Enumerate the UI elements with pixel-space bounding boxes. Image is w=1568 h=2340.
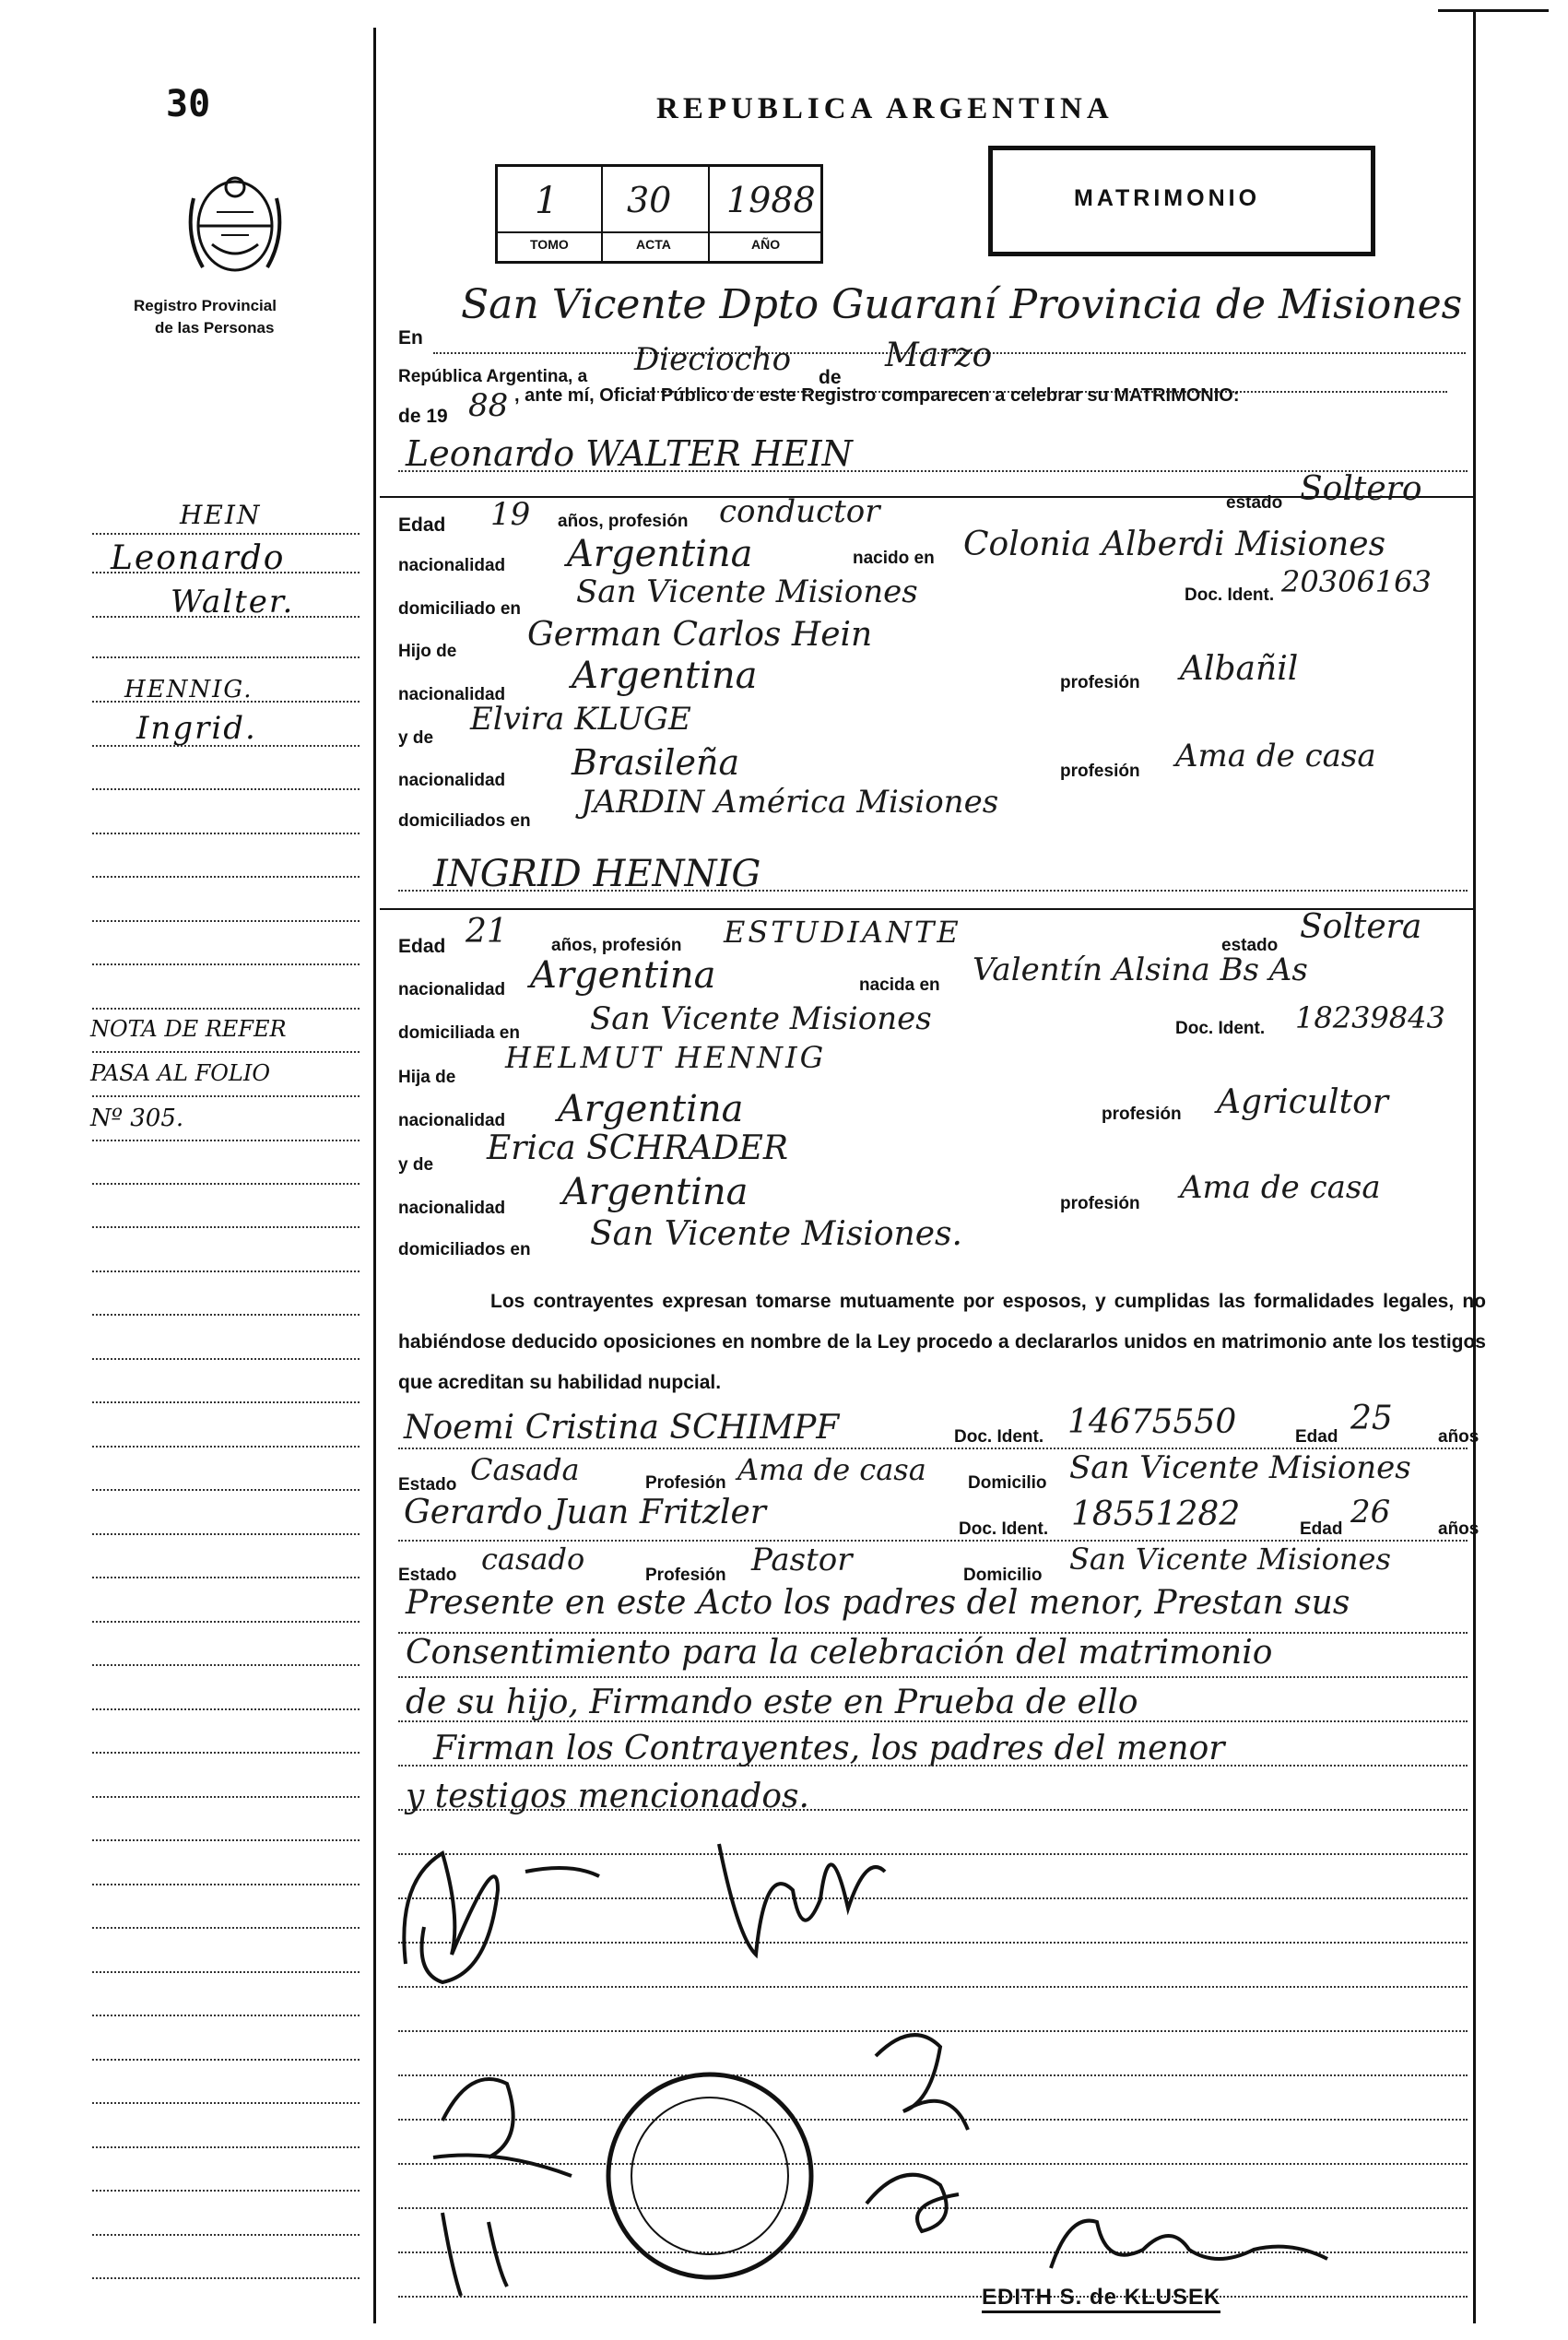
signature-mother <box>442 2213 507 2296</box>
witness2-doc-label: Doc. Ident. <box>959 1519 1049 1539</box>
bride-nationality: Argentina <box>530 954 716 997</box>
signature-father <box>433 2079 572 2176</box>
margin-nota-line2: PASA AL FOLIO <box>90 1060 270 1086</box>
bride-father-nat-label: nacionalidad <box>398 1111 506 1130</box>
groom-estado-label: estado <box>1226 493 1283 513</box>
note-line-2: Consentimiento para la celebración del matrimonio <box>406 1634 1273 1672</box>
witness2-doc: 18551282 <box>1071 1495 1241 1533</box>
groom-father-prof-label: profesión <box>1060 673 1140 692</box>
witness1-estado-label: Estado <box>398 1475 457 1495</box>
bride-domiciliada-label: domiciliada en <box>398 1023 520 1043</box>
witness1-domicile: San Vicente Misiones <box>1069 1449 1411 1486</box>
groom-yde-label: y de <box>398 728 434 748</box>
bride-name: INGRID HENNIG <box>433 853 761 895</box>
groom-hijo-label: Hijo de <box>398 642 457 661</box>
coat-of-arms-icon <box>175 161 295 281</box>
bride-doc-label: Doc. Ident. <box>1175 1019 1266 1038</box>
witness2-name: Gerardo Juan Fritzler <box>404 1494 766 1531</box>
groom-nationality: Argentina <box>567 533 753 575</box>
groom-mother-nat-label: nacionalidad <box>398 771 506 790</box>
bride-mother-nat-label: nacionalidad <box>398 1199 506 1218</box>
witness1-name: Noemi Cristina SCHIMPF <box>404 1409 840 1447</box>
note-line-3: de su hijo, Firmando este en Prueba de ello <box>406 1684 1138 1721</box>
witness1-doc: 14675550 <box>1067 1403 1237 1441</box>
witness1-estado: Casada <box>470 1452 580 1487</box>
groom-domiciliado-label: domiciliado en <box>398 599 522 619</box>
groom-doc: 20306163 <box>1281 564 1432 599</box>
matrimonio-box <box>988 146 1375 256</box>
bride-doc: 18239843 <box>1295 1000 1445 1035</box>
margin-nota-line3: Nº 305. <box>90 1105 184 1132</box>
groom-parents-domicile: JARDIN América Misiones <box>581 784 999 821</box>
bride-father-nat: Argentina <box>558 1088 744 1130</box>
groom-mother-prof-label: profesión <box>1060 762 1140 781</box>
registry-line1: Registro Provincial <box>134 297 277 314</box>
groom-mother-prof: Ama de casa <box>1175 738 1376 774</box>
bride-estado: Soltera <box>1300 908 1422 946</box>
signature-witness1 <box>876 2035 968 2130</box>
signature-groom <box>404 1853 498 1982</box>
witness2-age: 26 <box>1350 1494 1391 1530</box>
ano-label: AÑO <box>751 237 781 252</box>
acta-value: 30 <box>627 180 672 220</box>
bride-estado-label: estado <box>1221 936 1279 955</box>
bride-domiciliados-label: domiciliados en <box>398 1240 531 1259</box>
bride-nacionalidad-label: nacionalidad <box>398 980 506 999</box>
groom-age: 19 <box>490 496 531 533</box>
groom-father: German Carlos Hein <box>527 616 873 654</box>
bride-nacida-label: nacida en <box>859 975 940 995</box>
groom-domiciliados-label: domiciliados en <box>398 811 531 831</box>
matrimonio-title: MATRIMONIO <box>1074 185 1261 211</box>
groom-name: Leonardo WALTER HEIN <box>406 433 853 474</box>
groom-estado: Soltero <box>1300 470 1422 508</box>
note-line-1: Presente en este Acto los padres del menor, Prestan sus <box>406 1584 1350 1622</box>
margin-bride-surname: HENNIG. <box>124 676 253 703</box>
bride-hija-label: Hija de <box>398 1068 456 1087</box>
registry-line2: de las Personas <box>155 319 275 337</box>
record-number-box <box>495 164 823 264</box>
groom-father-nat-label: nacionalidad <box>398 685 506 704</box>
official-seal <box>608 2074 811 2277</box>
groom-birthplace: Colonia Alberdi Misiones <box>963 526 1386 563</box>
witness1-profession: Ama de casa <box>737 1452 926 1487</box>
signature-officer <box>1051 2221 1327 2268</box>
witness2-estado: casado <box>481 1542 585 1577</box>
witness2-edad-label: Edad <box>1300 1519 1343 1539</box>
de-label: de <box>819 367 842 388</box>
witness1-doc-label: Doc. Ident. <box>954 1427 1044 1447</box>
signature-bride <box>719 1844 885 1955</box>
bride-parents-domicile: San Vicente Misiones. <box>590 1215 962 1253</box>
bride-domicile: San Vicente Misiones <box>590 1000 932 1037</box>
groom-edad-label: Edad <box>398 514 446 536</box>
bride-yde-label: y de <box>398 1155 434 1175</box>
witness1-age: 25 <box>1350 1400 1393 1437</box>
groom-mother: Elvira KLUGE <box>470 701 691 738</box>
witness1-anos-label: años <box>1438 1427 1480 1447</box>
witness2-domicilio-label: Domicilio <box>963 1566 1043 1585</box>
day-value: Dieciocho <box>634 341 792 378</box>
bride-age: 21 <box>466 913 508 951</box>
bride-mother: Erica SCHRADER <box>487 1129 789 1167</box>
country-title: REPUBLICA ARGENTINA <box>656 92 1114 125</box>
year-value: 88 <box>468 387 509 424</box>
bride-edad-label: Edad <box>398 936 446 957</box>
officer-stamp: EDITH S. de KLUSEK <box>982 2285 1220 2313</box>
witness2-estado-label: Estado <box>398 1566 457 1585</box>
groom-profession: conductor <box>719 493 880 530</box>
bride-mother-nat: Argentina <box>562 1171 749 1213</box>
bride-birthplace: Valentín Alsina Bs As <box>973 951 1308 988</box>
groom-father-nat: Argentina <box>572 655 758 697</box>
margin-groom-surname: HEIN <box>180 500 262 530</box>
margin-bride-first: Ingrid. <box>136 710 257 747</box>
groom-domicile: San Vicente Misiones <box>576 573 918 610</box>
acta-label: ACTA <box>636 237 671 252</box>
note-line-5: y testigos mencionados. <box>406 1778 809 1815</box>
bride-father-prof: Agricultor <box>1217 1083 1388 1121</box>
margin-groom-second: Walter. <box>171 584 295 620</box>
groom-anos-profesion-label: años, profesión <box>558 512 689 531</box>
bride-anos-profesion-label: años, profesión <box>551 936 682 955</box>
signatures-area <box>387 1789 1475 2305</box>
left-column-border <box>373 28 376 2323</box>
top-margin-line <box>1438 9 1549 12</box>
witness2-domicile: San Vicente Misiones <box>1069 1542 1391 1577</box>
witness1-edad-label: Edad <box>1295 1427 1338 1447</box>
bride-father-prof-label: profesión <box>1102 1105 1182 1124</box>
month-value: Marzo <box>885 337 993 374</box>
tomo-label: TOMO <box>530 237 569 252</box>
margin-nota-line1: NOTA DE REFER <box>90 1016 287 1042</box>
republica-label: República Argentina, a <box>398 367 588 386</box>
witness2-profesion-label: Profesión <box>645 1566 726 1585</box>
witness2-profession: Pastor <box>751 1542 853 1578</box>
witness1-profesion-label: Profesión <box>645 1473 726 1493</box>
en-label: En <box>398 327 423 349</box>
declaration-text: Los contrayentes expresan tomarse mutuamente por esposos, y cumplidas las formalidades legales, no habiéndose deducido oposiciones en nombre de la Ley procedo a declararlos unidos en matrimonio ante los testigos que acreditan su habilidad nupcial. <box>398 1291 1486 1393</box>
bride-father: HELMUT HENNIG <box>505 1040 827 1075</box>
note-line-4: Firman los Contrayentes, los padres del menor <box>433 1730 1225 1767</box>
ano-value: 1988 <box>726 180 816 220</box>
witness1-domicilio-label: Domicilio <box>968 1473 1047 1493</box>
groom-mother-nat: Brasileña <box>572 742 740 783</box>
place-value: San Vicente Dpto Guaraní Provincia de Misiones <box>461 281 1463 328</box>
intro-statement: , ante mí, Oficial Público de este Registro comparecen a celebrar su MATRIMONIO: <box>514 385 1240 406</box>
bride-mother-prof: Ama de casa <box>1180 1169 1381 1206</box>
bride-mother-prof-label: profesión <box>1060 1194 1140 1213</box>
witness2-anos-label: años <box>1438 1519 1480 1539</box>
groom-nacionalidad-label: nacionalidad <box>398 556 506 575</box>
groom-nacido-label: nacido en <box>853 549 935 568</box>
de19-label: de 19 <box>398 406 448 427</box>
groom-doc-label: Doc. Ident. <box>1185 585 1275 605</box>
signature-witness2 <box>867 2175 959 2231</box>
bride-profession: ESTUDIANTE <box>724 915 961 950</box>
tomo-value: 1 <box>535 180 559 222</box>
margin-groom-first: Leonardo <box>111 539 286 577</box>
page-number: 30 <box>166 83 211 125</box>
groom-father-prof: Albañil <box>1180 650 1299 688</box>
